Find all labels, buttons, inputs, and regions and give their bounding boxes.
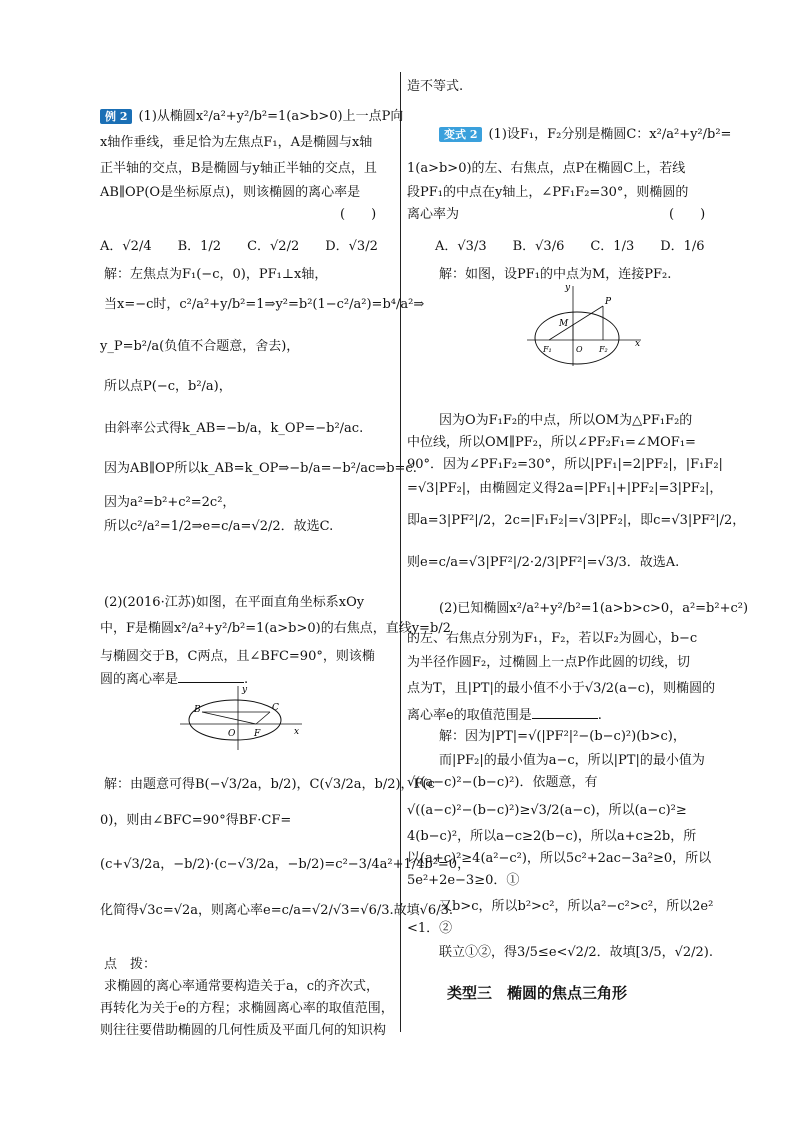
fig2-label-f1: F₁ — [543, 345, 552, 354]
blank-line: 离心率e的取值范围是 . — [407, 708, 602, 723]
options-line: A．√3/3 B．√3/6 C．1/3 D．1/6 — [435, 239, 705, 254]
text-line: 离心率为 — [407, 207, 460, 222]
solution-line: <1．② — [407, 921, 453, 936]
options-line: A．√2/4 B．1/2 C．√2/2 D．√3/2 — [100, 239, 378, 254]
solution-line: 解：因为|PT|=√(|PF²|²−(b−c)²)(b>c)， — [439, 729, 686, 744]
text-line: 点为T，且|PT|的最小值不小于√3/2(a−c)，则椭圆的 — [407, 681, 716, 696]
solution-line: 因为AB∥OP所以k_AB=k_OP⇒−b/a=−b²/ac⇒b=c. — [104, 461, 417, 476]
example-tag: 例 2 — [100, 109, 132, 124]
solution-line: 由斜率公式得k_AB=−b/a，k_OP=−b²/ac. — [104, 421, 364, 436]
solution-line: (c+√3/2a，−b/2)·(c−√3/2a，−b/2)=c²−3/4a²+1/4b²=0， — [100, 857, 471, 872]
fig1-label-y: y — [242, 685, 248, 695]
ellipse-figure-1 — [180, 682, 310, 752]
text-line: 为半径作圆F₂，过椭圆上一点P作此圆的切线，切 — [407, 655, 690, 670]
solution-line: 联立①②，得3/5≤e<√2/2．故填[3/5，√2/2). — [439, 945, 714, 960]
text-line: 中，F是椭圆x²/a²+y²/b²=1(a>b>0)的右焦点，直线y=b/2 — [100, 621, 451, 636]
solution-line: 而|PF₂|的最小值为a−c，所以|PT|的最小值为 — [439, 753, 705, 768]
solution-line: 因为O为F₁F₂的中点，所以OM为△PF₁F₂的 — [439, 413, 693, 428]
solution-line: 即a=3|PF²|/2，2c=|F₁F₂|=√3|PF₂|，即c=√3|PF²|/2， — [407, 513, 746, 528]
tip-heading: 点 拨： — [104, 957, 157, 972]
solution-line: √((a−c)²−(b−c)²)≥√3/2(a−c)，所以(a−c)²≥ — [407, 803, 687, 818]
answer-blank — [532, 706, 598, 719]
tip-line: 则往往要借助椭圆的几何性质及平面几何的知识构 — [100, 1023, 387, 1038]
text-line: 1(a>b>0)的左、右焦点，点P在椭圆C上，若线 — [407, 161, 686, 176]
solution-line: 当x=−c时，c²/a²+y/b²=1⇒y²=b²(1−c²/a²)=b⁴/a²⇒ — [104, 297, 425, 312]
text-line: x轴作垂线，垂足恰为左焦点F₁，A是椭圆与x轴 — [100, 135, 373, 150]
fig1-label-f: F — [254, 729, 261, 739]
text-line: 的左、右焦点分别为F₁，F₂，若以F₂为圆心，b−c — [407, 631, 698, 646]
fig2-label-o: O — [576, 345, 583, 354]
ex2-line-1: 例 2 (1)从椭圆x²/a²+y²/b²=1(a>b>0)上一点P向 — [100, 108, 403, 126]
fig2-label-p: P — [605, 297, 612, 307]
solution-line: 解：由题意可得B(−√3/2a，b/2)，C(√3/2a，b/2)，F(c — [104, 777, 435, 792]
text-line: 正半轴的交点，B是椭圆与y轴正半轴的交点，且 — [100, 161, 377, 176]
text-line: 造不等式. — [407, 79, 464, 94]
variant-tag: 变式 2 — [439, 127, 482, 142]
fig1-label-o: O — [228, 729, 236, 739]
solution-line: 因为a²=b²+c²=2c²， — [104, 495, 236, 510]
solution-line: 0)，则由∠BFC=90°得BF·CF= — [100, 813, 292, 828]
section-heading: 类型三 椭圆的焦点三角形 — [447, 984, 628, 1002]
variant-part2-line: (2)已知椭圆x²/a²+y²/b²=1(a>b>c>0，a²=b²+c²) — [439, 601, 749, 616]
solution-line: 90°．因为∠PF₁F₂=30°，所以|PF₁|=2|PF₂|，|F₁F₂| — [407, 457, 723, 472]
solution-line: 解：如图，设PF₁的中点为M，连接PF₂. — [439, 267, 672, 282]
tip-line: 再转化为关于e的方程；求椭圆离心率的取值范围， — [100, 1001, 394, 1016]
solution-line: 5e²+2e−3≥0．① — [407, 873, 520, 888]
answer-paren: ( ) — [340, 207, 377, 222]
variant-line-1: 变式 2 (1)设F₁，F₂分别是椭圆C：x²/a²+y²/b²= — [439, 126, 731, 144]
fig1-label-c: C — [272, 703, 279, 713]
fig1-label-b: B — [194, 705, 201, 715]
fig2-label-m: M — [559, 319, 569, 329]
solution-line: 4(b−c)²，所以a−c≥2(b−c)，所以a+c≥2b，所 — [407, 829, 697, 844]
solution-line: √((a−c)²−(b−c)²)．依题意，有 — [407, 775, 598, 790]
column-divider — [400, 72, 401, 1032]
ex2-part2-line: (2)(2016·江苏)如图，在平面直角坐标系xOy — [104, 595, 365, 610]
tip-line: 求椭圆的离心率通常要构造关于a，c的齐次式， — [104, 979, 380, 994]
text-line: AB∥OP(O是坐标原点)，则该椭圆的离心率是 — [100, 185, 361, 200]
solution-line: 中位线，所以OM∥PF₂，所以∠PF₂F₁=∠MOF₁= — [407, 435, 696, 450]
solution-line: y_P=b²/a(负值不合题意，舍去)， — [100, 339, 300, 354]
fig2-label-f2: F₂ — [599, 345, 608, 354]
solution-line: 所以c²/a²=1/2⇒e=c/a=√2/2．故选C. — [104, 519, 334, 534]
solution-line: 所以点P(−c，b²/a)， — [104, 379, 232, 394]
solution-line: =√3|PF₂|，由椭圆定义得2a=|PF₁|+|PF₂|=3|PF₂|， — [407, 481, 723, 496]
solution-line: 又b>c，所以b²>c²，所以a²−c²>c²，所以2e² — [439, 899, 714, 914]
solution-line: 化简得√3c=√2a，则离心率e=c/a=√2/√3=√6/3.故填√6/3. — [100, 903, 453, 918]
fig2-label-y: y — [565, 283, 571, 293]
solution-line: 解：左焦点为F₁(−c，0)，PF₁⊥x轴， — [104, 267, 328, 282]
fig1-label-x: x — [294, 727, 300, 737]
answer-paren: ( ) — [669, 207, 706, 222]
ellipse-figure-2 — [527, 282, 647, 368]
solution-line: 以(a+c)²≥4(a²−c²)，所以5c²+2ac−3a²≥0，所以 — [407, 851, 712, 866]
text-line: 与椭圆交于B，C两点，且∠BFC=90°，则该椭 — [100, 649, 375, 664]
blank-line: 圆的离心率是 . — [100, 672, 249, 687]
fig2-label-x: x — [635, 339, 641, 349]
text-line: 段PF₁的中点在y轴上，∠PF₁F₂=30°，则椭圆的 — [407, 185, 689, 200]
solution-line: 则e=c/a=√3|PF²|/2·2/3|PF²|=√3/3．故选A. — [407, 555, 680, 570]
